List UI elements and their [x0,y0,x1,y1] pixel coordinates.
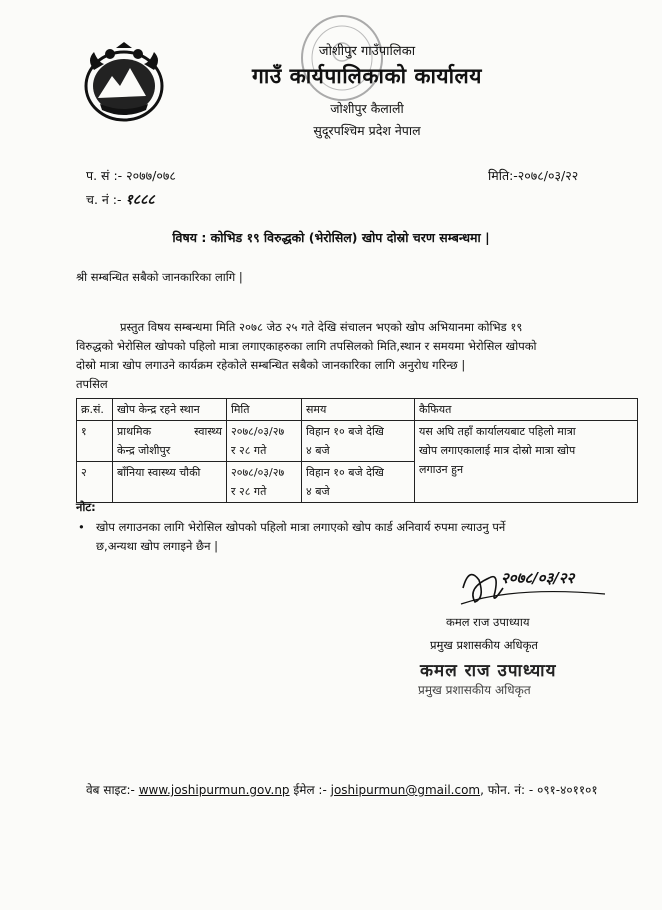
remarks-line: लगाउन हुन [419,463,464,476]
row-time [302,421,415,462]
website-link[interactable]: www.joshipurmun.gov.np [138,783,290,797]
remarks-line: खोप लगाएकालाई मात्र दोस्रो मात्रा खोप [419,444,576,457]
note-label: नोट: [76,500,96,514]
remarks-line: यस अघि तहाँ कार्यालयबाट पहिलो मात्रा [419,425,576,438]
row-date [227,421,302,462]
dispatch-number-row [86,190,155,209]
office-location: जोशीपुर कैलाली [330,101,404,116]
signatory-name: कमल राज उपाध्याय [446,615,530,629]
salutation: श्री सम्बन्धित सबैको जानकारिका लागि | [76,270,243,284]
tapsil-label: तपसिल [76,377,108,391]
date-line: र २८ गते [231,444,267,457]
place-line [117,482,222,501]
row-time [302,462,415,503]
handwritten-signature [455,558,625,616]
office-province: सुदूरपश्चिम प्रदेश नेपाल [313,123,421,138]
col-header-place: खोप केन्द्र रहने स्थान [113,399,227,421]
municipality-name: जोशीपुर गाउँपालिका [318,44,416,59]
rubber-stamp-name: कमल राज उपाध्याय [420,661,557,681]
dispatch-label: च. नं :- [86,192,122,207]
place-line: प्राथमिक स्वास्थ्य [117,425,222,438]
bullet-icon: • [78,520,85,534]
vaccination-schedule-table [76,398,638,503]
signature-date: २०७८/०३/२२ [501,569,575,587]
letter-reference-number: प. सं :- २०७७/०७८ [86,168,176,183]
body-line: प्रस्तुत विषय सम्बन्धमा मिति २०७८ जेठ २५ गते देखि संचालन भएको खोप अभियानमा कोभिड १९ [120,320,523,334]
letter-date: मिति:-२०७८/०३/२२ [488,168,579,183]
table-header-row [77,399,638,421]
note-line [76,518,636,537]
time-line: विहान १० बजे देखि [306,425,384,438]
phone-number: ०९१-४०११०१ [537,783,598,797]
row-place [113,462,227,503]
dispatch-number-handwritten: १८८८ [125,192,155,208]
place-line: केन्द्र जोशीपुर [117,444,171,457]
col-header-date: मिति [227,399,302,421]
row-date [227,462,302,503]
time-line: विहान १० बजे देखि [306,466,384,479]
col-header-sn: क्र.सं. [77,399,113,421]
row-sn: १ [77,421,113,462]
footer-contact [86,781,598,798]
date-line: २०७८/०३/२७ [231,425,285,438]
row-place [113,421,227,462]
time-line: ४ बजे [306,444,330,457]
phone-label: , फोन. नं: - [480,783,534,797]
remarks-cell [415,421,638,503]
email-label: ईमेल :- [293,783,327,797]
time-line: ४ बजे [306,485,330,498]
signatory-title: प्रमुख प्रशासकीय अधिकृत [430,638,538,652]
col-header-remarks: कैफियत [415,399,638,421]
office-title: गाउँ कार्यपालिकाको कार्यालय [252,64,482,88]
place-line: बाँनिया स्वास्थ्य चौकी [117,466,201,479]
website-label: वेब साइट:- [86,783,135,797]
row-sn: २ [77,462,113,503]
body-line: दोस्रो मात्रा खोप लगाउने कार्यक्रम रहेकोले सम्बन्धित सबैको जानकारिका लागि अनुरोध गरिन्छ | [76,358,466,372]
email-link[interactable]: joshipurmun@gmail.com [330,783,481,797]
body-line: विरुद्धको भेरोसिल खोपको पहिलो मात्रा लगाएकाहरुका लागि तपसिलको मिति,स्थान र समयमा भेरोसिल खोपको [76,339,537,353]
note-line: छ,अन्यथा खोप लगाइने छैन | [96,539,219,553]
note-text [76,518,636,556]
note-line-text: खोप लगाउनका लागि भेरोसिल खोपको पहिलो मात्रा लगाएको खोप कार्ड अनिवार्य रुपमा ल्याउनु पर्ने [96,520,506,534]
table-row [77,421,638,462]
rubber-stamp-title: प्रमुख प्रशासकीय अधिकृत [418,683,531,697]
col-header-time: समय [302,399,415,421]
letter-subject: विषय : कोभिड १९ विरुद्धको (भेरोसिल) खोप दोस्रो चरण सम्बन्धमा | [172,230,490,245]
date-line: २०७८/०३/२७ [231,466,285,479]
date-line: र २८ गते [231,485,267,498]
letter-body [76,318,636,375]
